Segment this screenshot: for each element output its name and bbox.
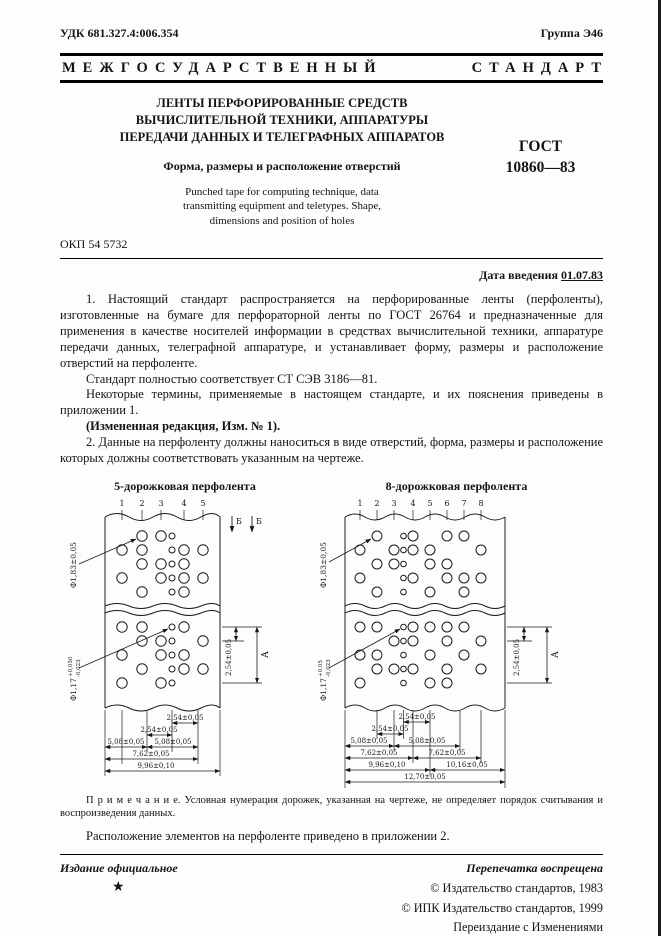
paragraph-sev: Стандарт полностью соответствует СТ СЭВ 3186—81.: [86, 371, 378, 386]
track-number: 4: [181, 498, 187, 508]
dim-label: 9,96±0,10: [137, 761, 175, 770]
track-centerline-ticks: [122, 510, 203, 520]
okp-code: ОКП 54 5732: [60, 237, 128, 252]
track-number: 3: [391, 498, 397, 508]
copyright-line: Переиздание с Изменениями: [453, 920, 603, 935]
width-a-label: А: [551, 650, 561, 658]
divider-rule: [60, 258, 603, 259]
dim-label: 5,08±0,05: [408, 736, 446, 745]
divider-rule: [60, 80, 603, 83]
title-line-2: ВЫЧИСЛИТЕЛЬНОЙ ТЕХНИКИ, АППАРАТУРЫ: [135, 112, 429, 127]
dim-label: 2,54±0,05: [140, 725, 178, 734]
paragraph-holes: 2. Данные на перфоленту должны наноситься в виде отверстий, форма, размеры и расположение которых должны соответствовать указанным на чертеже.: [60, 435, 603, 465]
body-text: [60, 292, 603, 467]
note-label: П р и м е ч а н и е.: [86, 794, 181, 806]
dia-small-label: Ф1,17: [319, 677, 328, 701]
dia-small-upper-tol: +0,050: [68, 656, 74, 677]
dim-label: 5,08±0,05: [154, 737, 192, 746]
dim-label: 12,70±0,05: [404, 772, 446, 781]
dia-small-lower-tol: -0,023: [76, 659, 82, 677]
title-left-column: [86, 95, 478, 229]
date-value: 01.07.83: [561, 268, 603, 283]
width-a-dimension: [547, 627, 561, 683]
dim-label: 2,54±0,05: [398, 712, 436, 721]
dia-small-lower-tol: -0,023: [326, 659, 332, 677]
width-a-label: А: [261, 650, 271, 658]
dim-label: 2,54±0,05: [166, 713, 204, 722]
track-number: 5: [200, 498, 206, 508]
standard-word-1: МЕЖГОСУДАРСТВЕННЫЙ: [62, 60, 383, 76]
dia-large-label: Ф1,83±0,05: [69, 541, 78, 588]
introduction-date: [60, 268, 603, 283]
date-label: Дата введения: [479, 268, 558, 283]
row-pitch-label: 2,54±0,05: [513, 638, 521, 676]
note: [60, 794, 603, 821]
title-english: [86, 185, 478, 230]
footer-bottom-row: [60, 879, 603, 936]
section-letter: Б: [256, 516, 262, 526]
section-letter: Б: [236, 516, 242, 526]
title-line-3: ПЕРЕДАЧИ ДАННЫХ И ТЕЛЕГРАФНЫХ АППАРАТОВ: [119, 129, 445, 144]
dia-small-callout: [68, 629, 168, 701]
dim-label: 7,62±0,05: [132, 749, 170, 758]
track-number: 8: [478, 498, 484, 508]
width-a-dimension: [257, 627, 271, 683]
dim-label: 5,08±0,05: [350, 736, 388, 745]
track-number: 4: [410, 498, 416, 508]
gost-number: 10860—83: [505, 158, 576, 176]
standard-word-2: СТАНДАРТ: [471, 60, 608, 76]
track-numbers: [357, 499, 483, 508]
track-number: 5: [427, 498, 433, 508]
data-holes: [117, 531, 208, 688]
track-number: 3: [158, 498, 164, 508]
data-holes: [355, 531, 486, 688]
track-number: 2: [374, 498, 380, 508]
drawing-left-title: 5-дорожковая перфолента: [114, 478, 256, 493]
dim-label: 5,08±0,05: [107, 737, 145, 746]
drawing-8-track: [310, 496, 603, 792]
top-codes-row: [60, 26, 603, 41]
english-line-1: Punched tape for computing technique, data: [185, 185, 379, 198]
note-text: Условная нумерация дорожек, указанная на чертеже, не определяет порядок считывания и воспроизведения данных.: [60, 794, 603, 820]
standard-type-heading: [60, 56, 608, 80]
track-number: 2: [139, 498, 145, 508]
row-pitch-label: 2,54±0,05: [225, 638, 233, 676]
drawing-right-title: 8-дорожковая перфолента: [385, 478, 528, 493]
reprint-forbidden-label: Перепечатка воспрещена: [466, 861, 603, 876]
dia-large-label: Ф1,83±0,05: [319, 541, 328, 588]
paragraph-terms: Некоторые термины, применяемые в настоящем стандарте, и их пояснения приведены в приложении 1.: [60, 387, 603, 418]
track-number: 1: [357, 498, 363, 508]
dim-label: 9,96±0,10: [368, 760, 406, 769]
udk-code: УДК 681.327.4:006.354: [60, 26, 179, 40]
track-numbers: [119, 499, 205, 508]
official-edition-label: Издание официальное: [60, 861, 178, 876]
document-subtitle: Форма, размеры и расположение отверстий: [163, 158, 401, 173]
copyright-line: © ИПК Издательство стандартов, 1999: [401, 900, 603, 915]
paragraph-scope: 1. Настоящий стандарт распространяется на перфорированные ленты (перфоленты), изготовленные на бумаге для перфораторной ленты по ГОСТ 26764 и предназначенные для применения в качестве носителей информации в средствах вычислительной техники, аппаратуре передачи данных, телеграфной аппаратуре, и устанавливает форму, размеры и расположение отверстий на перфоленте.: [60, 292, 603, 370]
figure-5-track: [60, 479, 310, 792]
dia-small-label: Ф1,17: [69, 677, 78, 701]
figure-8-track: [310, 479, 603, 792]
copyright-line: © Издательство стандартов, 1983: [430, 881, 603, 896]
dia-small-callout: [318, 629, 400, 701]
paragraph-amendment: (Измененная редакция, Изм. № 1).: [86, 419, 281, 434]
divider-rule: [60, 854, 603, 855]
feed-holes: [169, 533, 175, 686]
feed-holes: [401, 533, 407, 686]
drawings-section: [60, 479, 603, 792]
dim-label: 10,16±0,05: [446, 760, 488, 769]
section-mark-b: [232, 516, 262, 532]
star-mark: ★: [112, 880, 125, 896]
copyright-block: [401, 879, 603, 936]
footer-labels-row: [60, 861, 603, 876]
row-pitch-dimension: [225, 627, 236, 676]
gost-designation: [478, 137, 603, 229]
track-number: 6: [444, 498, 450, 508]
english-line-3: dimensions and position of holes: [209, 215, 355, 228]
document-title: [86, 95, 478, 146]
closing-line: Расположение элементов на перфоленте приведено в приложении 2.: [86, 829, 450, 844]
drawing-5-track: [60, 496, 310, 792]
row-pitch-dimension: [513, 627, 524, 676]
dia-small-upper-tol: +0,05: [318, 659, 324, 677]
english-line-2: transmitting equipment and teletypes. Shape,: [183, 200, 381, 213]
group-code: Группа Э46: [540, 26, 603, 40]
track-number: 1: [119, 498, 125, 508]
standard-banner: [60, 53, 608, 83]
track-number: 7: [461, 498, 467, 508]
gost-label: ГОСТ: [518, 138, 563, 155]
title-line-1: ЛЕНТЫ ПЕРФОРИРОВАННЫЕ СРЕДСТВ: [156, 96, 408, 110]
dim-label: 2,54±0,05: [371, 724, 409, 733]
title-area: [60, 95, 603, 229]
dim-label: 7,62±0,05: [360, 748, 398, 757]
dim-label: 7,62±0,05: [428, 748, 466, 757]
